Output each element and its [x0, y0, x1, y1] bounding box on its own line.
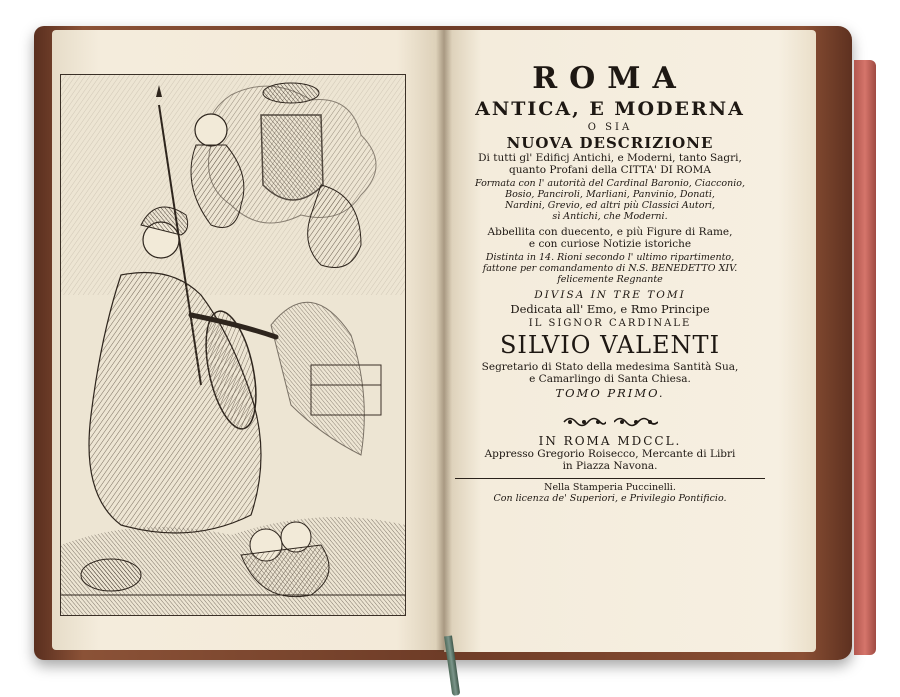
publisher-line-2: in Piazza Navona.: [562, 460, 658, 473]
signor-cardinale-line: IL SIGNOR CARDINALE: [528, 318, 692, 330]
o-sia-line: O SIA: [587, 122, 633, 134]
formata-line-3: Nardini, Grevio, ed altri più Classici Autori,: [504, 200, 716, 212]
formata-line-4: sì Antichi, che Moderni.: [552, 210, 668, 222]
book-title: ROMA: [532, 61, 688, 96]
distinta-line-1: Distinta in 14. Rioni secondo l' ultimo ripartimento,: [485, 252, 735, 264]
description-line-1: Di tutti gl' Edificj Antichi, e Moderni, tanto Sagri,: [478, 152, 742, 165]
license-line: Con licenza de' Superiori, e Privilegio Pontificio.: [493, 493, 727, 505]
nuova-descrizione: NUOVA DESCRIZIONE: [506, 133, 714, 152]
frontispiece-engraving: [60, 74, 406, 616]
imprint-place: IN ROMA MDCCL.: [538, 433, 682, 448]
ornament-right-icon: [614, 415, 658, 429]
red-page-edges: [854, 60, 876, 655]
printer-ornament: [432, 415, 788, 429]
description-line-2: quanto Profani della CITTA' DI ROMA: [508, 164, 711, 177]
volume-line: TOMO PRIMO.: [555, 386, 665, 401]
segretario-line-1: Segretario di Stato della medesima Santità Sua,: [481, 361, 739, 374]
divisa-line: DIVISA IN TRE TOMI: [534, 288, 686, 301]
formata-line-2: Bosio, Panciroli, Marliani, Panvinio, Donati,: [505, 189, 715, 201]
title-page-text: [432, 60, 788, 505]
book-subtitle: ANTICA, E MODERNA: [475, 97, 745, 120]
printer-line: Nella Stamperia Puccinelli.: [544, 482, 676, 494]
distinta-line-3: felicemente Regnante: [557, 273, 663, 285]
abbellita-line-2: e con curiose Notizie istoriche: [528, 237, 692, 250]
publisher-line-1: Appresso Gregorio Roisecco, Mercante di Libri: [484, 448, 736, 461]
ornament-left-icon: [562, 415, 606, 429]
abbellita-line-1: Abbellita con duecento, e più Figure di Rame,: [487, 225, 733, 238]
dedicata-line: Dedicata all' Emo, e Rmo Principe: [510, 301, 710, 316]
engraving-illustration: [61, 75, 405, 615]
divider-rule: [455, 478, 765, 479]
dedicatee-name: SILVIO VALENTI: [499, 330, 721, 359]
segretario-line-2: e Camarlingo di Santa Chiesa.: [529, 373, 691, 386]
distinta-line-2: fattone per comandamento di N.S. BENEDETTO XIV.: [482, 262, 738, 274]
formata-line-1: Formata con l' autorità del Cardinal Baronio, Ciacconio,: [475, 178, 745, 190]
